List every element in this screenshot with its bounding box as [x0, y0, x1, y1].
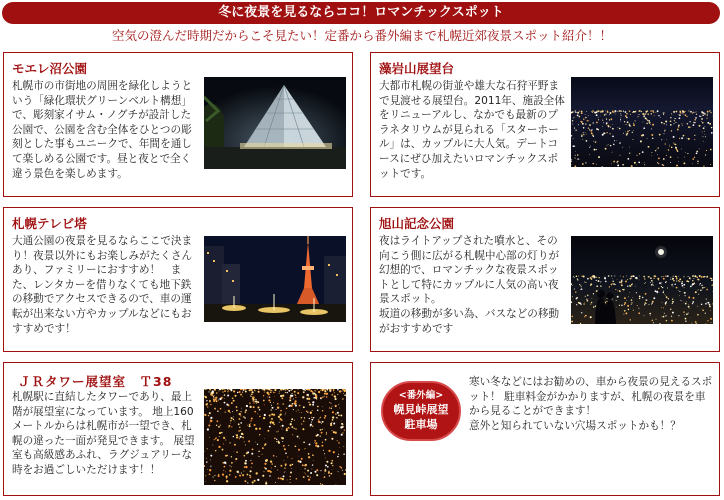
spot-card-tv-tower: [3, 207, 353, 352]
spot-title: 旭山記念公園: [379, 216, 455, 231]
couple-moon-night-photo: [571, 236, 713, 324]
extra-badge: [381, 381, 461, 441]
spot-title: 藻岩山展望台: [379, 61, 455, 76]
spot-card-jr-tower: [3, 362, 353, 496]
spot-description: 夜はライトアップされた噴水と、その向こう側に広がる札幌中心部の灯りが幻想的で、ロマンチックな夜景スポットとして特にカップルに人気の高い夜景スポット。 坂道の移動が多い為、バスなどの移動がおすすめです: [379, 235, 560, 335]
spot-title: 札幌テレビ塔: [12, 216, 87, 231]
tv-tower-night-photo: [204, 236, 346, 322]
city-lights-aerial-photo: [204, 389, 346, 485]
extra-badge-tag: <番外編>: [398, 390, 444, 401]
glass-pyramid-night-photo: [204, 77, 346, 169]
spot-title: モエレ沼公園: [12, 61, 88, 76]
spot-title: ＪＲタワー展望室 Ｔ38: [18, 374, 173, 389]
spot-card-extra-horomitoge: [370, 362, 720, 496]
city-night-view-photo: [571, 77, 713, 167]
extra-badge-line2: 駐車場: [404, 418, 438, 431]
page-banner: 冬に夜景を見るならココ！ロマンチックスポット: [2, 2, 720, 24]
extra-badge-line1: 幌見峠展望: [393, 403, 449, 416]
extra-description: 寒い冬などにはお勧めの、車から夜景の見えるスポット！ 駐車料金がかかりますが、札幌の夜景を車から見ることができます！ 意外と知られていない穴場スポットかも！？: [469, 376, 713, 432]
spot-description: 大都市札幌の街並や雄大な石狩平野まで見渡せる展望台。2011年、施設全体をリニューアルし、なかでも最新のプラネタリウムが見られる「スターホール」は、カップルに大人気。デートコースにぜひ加えたいロマンチックスポットです。: [379, 80, 565, 180]
spot-card-asahiyama: [370, 207, 720, 352]
spot-card-moerenuma: [3, 52, 353, 197]
spot-description: 大通公園の夜景を見るならここで決まり！夜景以外にもお楽しみがたくさんあり、ファミリーにおすすめ！ また、レンタカーを借りなくても地下鉄の移動でアクセスできるので、車の運転が出来ない方やカップルなどにもおすすめです！: [12, 235, 193, 335]
page-subtitle: 空気の澄んだ時期だからこそ見たい！定番から番外編まで札幌近郊夜景スポット紹介！！: [111, 28, 612, 43]
spot-card-moiwayama: [370, 52, 720, 197]
spot-description: 札幌駅に直結したタワーであり、最上階が展望室になっています。 地上160メートルからは札幌市が一望でき、札幌の違った一面が発見できます。 展望室も高級感あふれ、ラグジュアリーな時をお過ごしいただけます！！: [12, 391, 195, 476]
spot-description: 札幌市の市街地の周囲を緑化しようという「緑化環状グリーンベルト構想」で、彫刻家イサム・ノグチが設計した公園で、公園を含む全体をひとつの彫刻とした事もユニークで、年間を通して楽しめる公園です。昼と夜とで全く違う景色を楽しめます。: [12, 80, 193, 180]
